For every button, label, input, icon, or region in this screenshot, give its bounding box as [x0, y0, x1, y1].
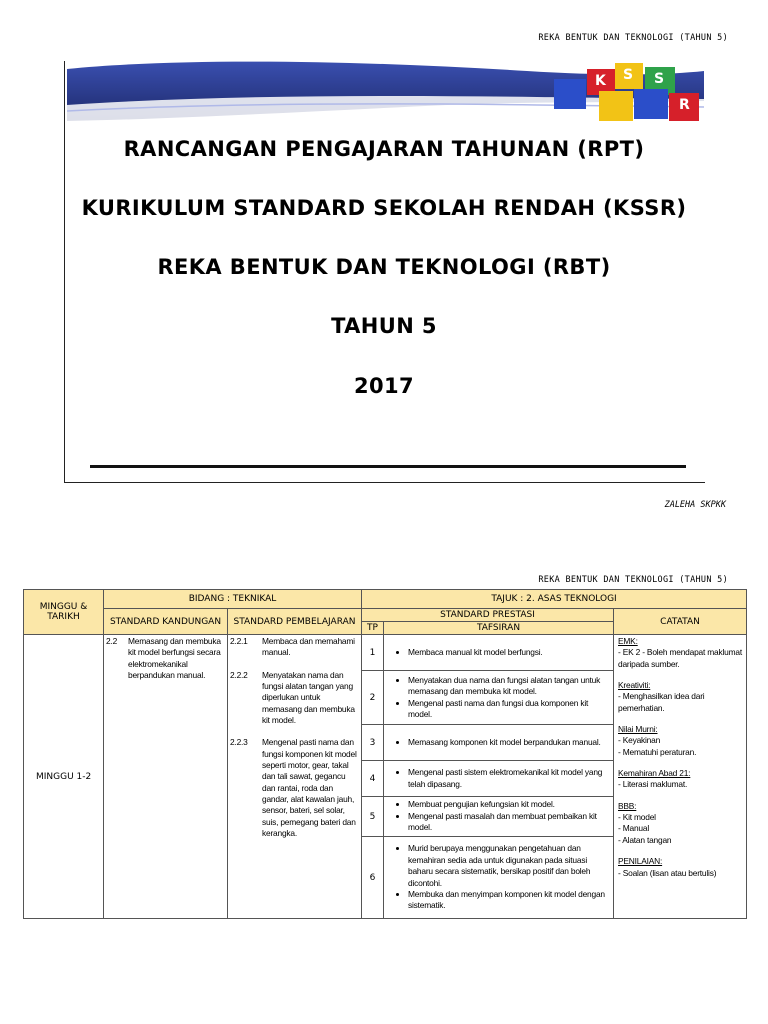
tafsiran-6-item-2: • Membuka dan menyimpan komponen kit model dengan sistematik.: [408, 889, 611, 912]
sp-code-1: 2.2.1: [230, 636, 248, 646]
sk-cell: [104, 635, 228, 919]
tafsiran-3-item-1: • Memasang komponen kit model berpandukan manual.: [408, 737, 611, 748]
bbb-text-3: - Alatan tangan: [618, 834, 672, 845]
tp-5: 5: [362, 797, 384, 837]
tafsiran-5-item-1: • Membuat pengujian kefungsian kit model.: [408, 799, 611, 810]
sp-text-3: Mengenal pasti nama dan fungsi komponen kit model seperti motor, gear, takal dan tali sawat, gegancu dan rantai, roda dan gandar, alat kawalan jauh, sensor, bateri, sel solar, suis, pemegang bateri dan kerangka.: [262, 737, 357, 839]
nilai-text-2: - Mematuhi peraturan.: [618, 746, 697, 757]
sp-code-2: 2.2.2: [230, 669, 248, 680]
sk-text: Memasang dan membuka kit model berfungsi secara elektromekanikal berpandukan manual.: [128, 636, 221, 681]
sk-code: 2.2: [106, 636, 118, 646]
tafsiran-2: [384, 671, 614, 725]
prestasi-header: STANDARD PRESTASI: [362, 609, 614, 622]
tp-6: 6: [362, 837, 384, 919]
abad-title: Kemahiran Abad 21:: [618, 768, 691, 779]
tp-header: TP: [362, 622, 384, 635]
abad-text: - Literasi maklumat.: [618, 779, 688, 790]
signature-rule: [90, 465, 686, 468]
catatan-header: CATATAN: [614, 609, 747, 635]
tajuk-header: TAJUK : 2. ASAS TEKNOLOGI: [362, 590, 747, 609]
title-year: 2017: [353, 374, 415, 398]
tafsiran-2-item-1: • Menyatakan dua nama dan fungsi alatan tangan untuk memasang dan membuka kit model.: [408, 675, 611, 698]
tafsiran-6: [384, 837, 614, 919]
banner-letter-k: K: [595, 73, 606, 89]
emk-text: - EK 2 - Boleh mendapat maklumat daripada sumber.: [618, 647, 742, 669]
sk-header: STANDARD KANDUNGAN: [104, 609, 228, 635]
bidang-header: BIDANG : TEKNIKAL: [104, 590, 362, 609]
rpt-table: [23, 589, 747, 919]
banner-graphic: [67, 61, 704, 123]
tafsiran-3: [384, 725, 614, 761]
kssr-banner: [67, 61, 704, 123]
title-rbt: REKA BENTUK DAN TEKNOLOGI (RBT): [157, 255, 611, 279]
tp-4: 4: [362, 761, 384, 797]
page-header: REKA BENTUK DAN TEKNOLOGI (TAHUN 5): [538, 33, 728, 43]
sp-header: STANDARD PEMBELAJARAN: [228, 609, 362, 635]
title-rpt: RANCANGAN PENGAJARAN TAHUNAN (RPT): [123, 137, 645, 161]
sp-text-2: Menyatakan nama dan fungsi alatan tangan yang diperlukan untuk memasang dan membuka kit model.: [262, 669, 355, 726]
page-header-2: REKA BENTUK DAN TEKNOLOGI (TAHUN 5): [538, 575, 728, 585]
penilaian-title: PENILAIAN:: [618, 856, 663, 867]
tafsiran-6-item-1: • Murid berupaya menggunakan pengetahuan dan kemahiran sedia ada untuk digunakan pada situasi baharu secara sistematik, bersikap positif dan boleh dicontohi.: [408, 843, 611, 888]
nilai-title: Nilai Murni:: [618, 724, 658, 735]
minggu-header: MINGGU & TARIKH: [24, 590, 104, 635]
tafsiran-header: TAFSIRAN: [384, 622, 614, 635]
sp-cell: [228, 635, 362, 919]
kreativiti-title: Kreativiti:: [618, 680, 651, 691]
minggu-cell: MINGGU 1-2: [24, 635, 104, 919]
bbb-text-2: - Manual: [618, 823, 649, 834]
tp-1: 1: [362, 635, 384, 671]
banner-letter-s2: S: [654, 71, 665, 87]
tafsiran-1-item-1: • Membaca manual kit model berfungsi.: [408, 647, 611, 658]
nilai-text-1: - Keyakinan: [618, 735, 661, 746]
tafsiran-5: [384, 797, 614, 837]
bbb-text-1: - Kit model: [618, 812, 656, 823]
tafsiran-1: [384, 635, 614, 671]
title-kssr: KURIKULUM STANDARD SEKOLAH RENDAH (KSSR): [81, 196, 687, 220]
author-label: ZALEHA SKPKK: [664, 500, 726, 510]
tafsiran-2-item-2: • Mengenal pasti nama dan fungsi dua komponen kit model.: [408, 698, 611, 721]
penilaian-text: - Soalan (lisan atau bertulis): [618, 867, 717, 878]
catatan-cell: [614, 635, 747, 919]
emk-title: EMK:: [618, 636, 638, 646]
tp-2: 2: [362, 671, 384, 725]
sp-text-1: Membaca dan memahami manual.: [262, 636, 355, 658]
sp-code-3: 2.2.3: [230, 737, 248, 748]
title-tahun: TAHUN 5: [331, 314, 437, 338]
banner-letter-s1: S: [623, 67, 634, 83]
banner-letter-r: R: [679, 97, 690, 113]
tafsiran-4-item-1: • Mengenal pasti sistem elektromekanikal kit model yang telah dipasang.: [408, 767, 611, 790]
bbb-title: BBB:: [618, 800, 637, 811]
tafsiran-4: [384, 761, 614, 797]
kreativiti-text: - Menghasilkan idea dari pemerhatian.: [618, 691, 705, 713]
tafsiran-5-item-2: • Mengenal pasti masalah dan membuat pembaikan kit model.: [408, 811, 611, 834]
tp-3: 3: [362, 725, 384, 761]
